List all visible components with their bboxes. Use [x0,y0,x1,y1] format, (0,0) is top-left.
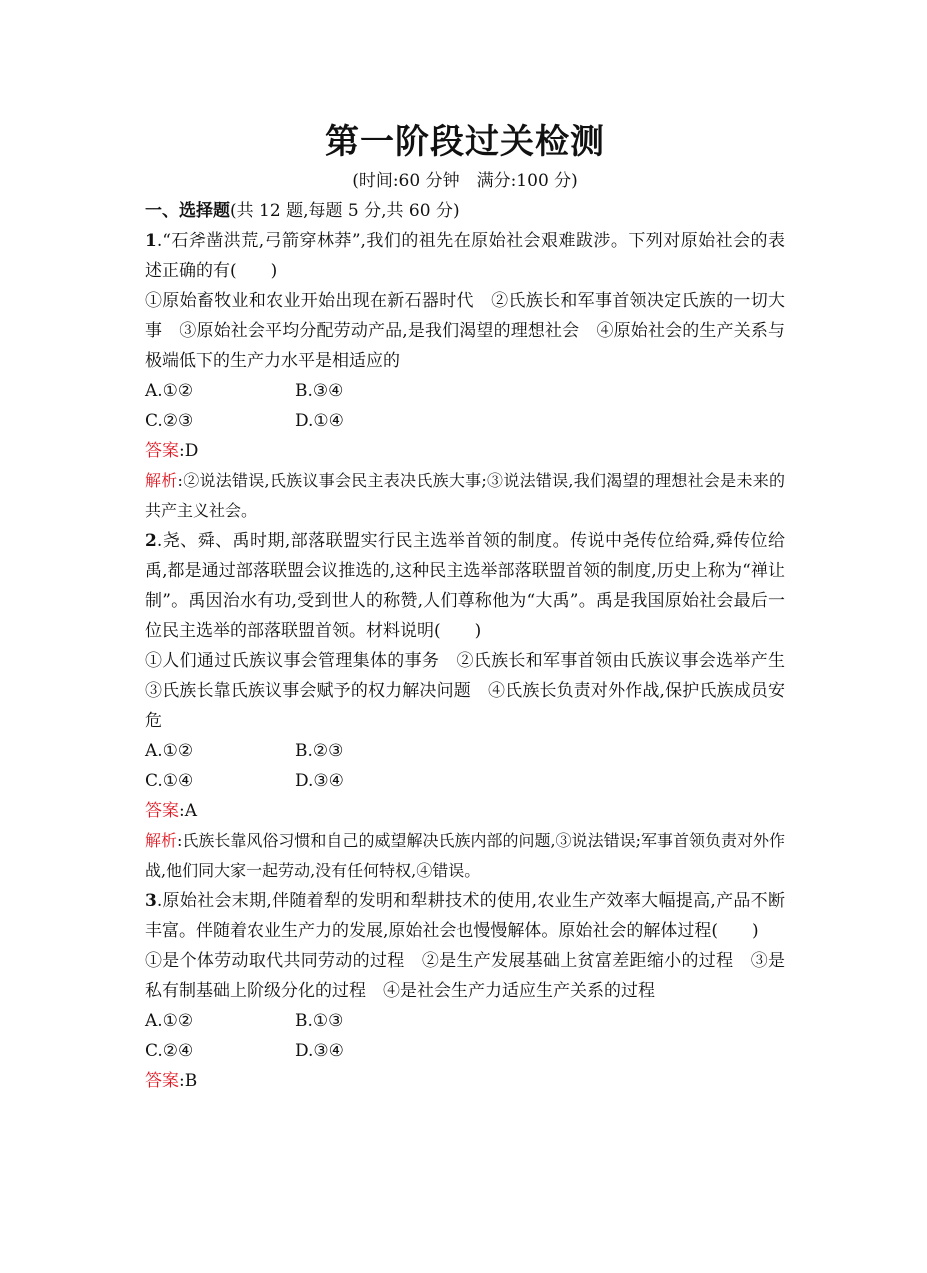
option-b: B.③④ [295,381,344,401]
question-2 [145,526,802,886]
option-c: C.②④ [145,1041,194,1061]
question-1 [145,226,785,526]
question-stem: 3.原始社会末期,伴随着犁的发明和犁耕技术的使用,农业生产效率大幅提高,产品不断丰富。伴随着农业生产力的发展,原始社会也慢慢解体。原始社会的解体过程( ) [145,891,785,941]
answer-label: 答案 [145,801,179,821]
question-number: 3 [145,891,157,911]
question-number: 2 [145,531,157,551]
option-d: D.③④ [295,1041,344,1061]
option-d: D.①④ [295,411,344,431]
section-detail: (共 12 题,每题 5 分,共 60 分) [230,201,460,221]
option-a: A.①② [145,1011,194,1031]
options-row [145,766,785,796]
answer-value: :D [179,441,199,461]
answer-label: 答案 [145,441,179,461]
question-items: ①人们通过氏族议事会管理集体的事务 ②氏族长和军事首领由氏族议事会选举产生 ③氏族长靠氏族议事会赋予的权力解决问题 ④氏族长负责对外作战,保护氏族成员安危 [145,651,802,731]
option-a: A.①② [145,741,194,761]
answer-label: 答案 [145,1071,179,1091]
option-c: C.②③ [145,411,194,431]
answer-value: :A [179,801,198,821]
answer-value: :B [179,1071,198,1091]
option-d: D.③④ [295,771,344,791]
option-c: C.①④ [145,771,194,791]
question-items: ①原始畜牧业和农业开始出现在新石器时代 ②氏族长和军事首领决定氏族的一切大事 ③原始社会平均分配劳动产品,是我们渴望的理想社会 ④原始社会的生产关系与极端低下的生产力水平是相适应的 [145,291,785,371]
option-b: B.②③ [295,741,344,761]
options-row [145,1036,785,1066]
question-items: ①是个体劳动取代共同劳动的过程 ②是生产发展基础上贫富差距缩小的过程 ③是私有制基础上阶级分化的过程 ④是社会生产力适应生产关系的过程 [145,951,785,1001]
section-heading [145,196,785,226]
question-stem: 1.“石斧凿洪荒,弓箭穿林莽”,我们的祖先在原始社会艰难跋涉。下列对原始社会的表述正确的有( ) [145,231,785,281]
document-page [145,120,802,1096]
question-3 [145,886,785,1096]
options-row [145,376,785,406]
section-label: 一、选择题 [145,201,230,221]
explanation: 解析:②说法错误,氏族议事会民主表决氏族大事;③说法错误,我们渴望的理想社会是未来的共产主义社会。 [145,471,785,520]
page-title: 第一阶段过关检测 [325,122,605,162]
options-row [145,1006,785,1036]
option-a: A.①② [145,381,194,401]
page-subtitle: (时间:60 分钟 满分:100 分) [352,171,578,191]
explanation: 解析:氏族长靠风俗习惯和自己的威望解决氏族内部的问题,③说法错误;军事首领负责对外作战,他们同大家一起劳动,没有任何特权,④错误。 [145,831,785,880]
option-b: B.①③ [295,1011,344,1031]
question-number: 1 [145,231,157,251]
answer-line [145,436,785,466]
options-row [145,406,785,436]
options-row [145,736,785,766]
explain-label: 解析 [145,471,178,490]
answer-line [145,1066,785,1096]
explain-label: 解析 [145,831,178,850]
answer-line [145,796,785,826]
question-stem: 2.尧、舜、禹时期,部落联盟实行民主选举首领的制度。传说中尧传位给舜,舜传位给禹,都是通过部落联盟会议推选的,这种民主选举部落联盟首领的制度,历史上称为“禅让制”。禹因治水有功,受到世人的称赞,人们尊称他为“大禹”。禹是我国原始社会最后一位民主选举的部落联盟首领。材料说明( ) [145,531,785,641]
